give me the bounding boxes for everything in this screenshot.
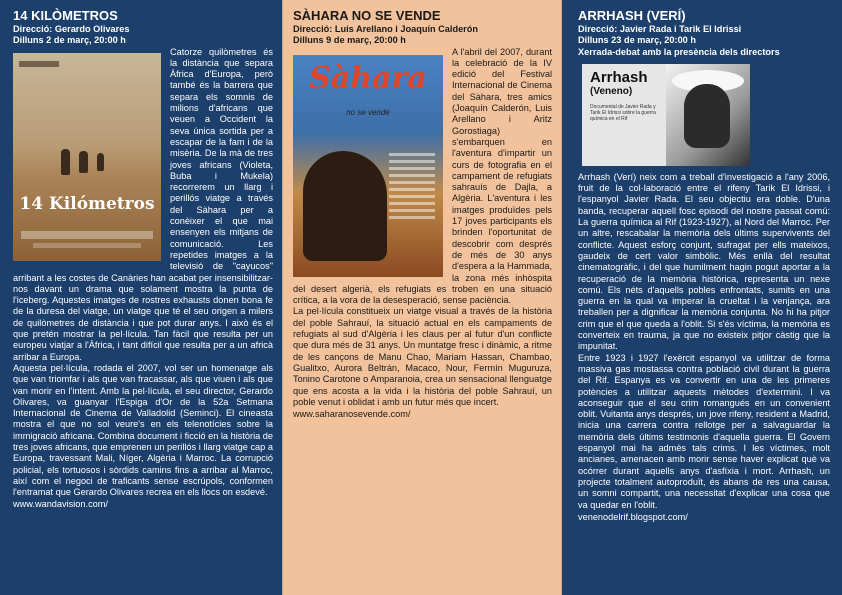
film-poster-arrhash bbox=[582, 64, 750, 166]
film-synopsis bbox=[578, 172, 830, 511]
film-synopsis bbox=[293, 47, 552, 409]
poster-title: Sàhara bbox=[309, 60, 427, 96]
film-director: Direcció: Javier Rada i Tarik El Idrissi bbox=[578, 24, 742, 34]
film-date: Dilluns 2 de març, 20:00 h bbox=[13, 35, 126, 46]
synopsis-paragraph-2: Aquesta pel·lícula, rodada el 2007, vol ser un homenatge als que van triomfar i als que van fracassar, als que viuen i als que van morir en l'intent. Amb la pel·lícula, el seu director, Gerardo Olivares, va guanyar l'Espiga d'Or de la 52a Setmana Internacional de Cinema de Valladolid (Seminci). El cineasta mostra el que no sol veure's en els telenotícies sobre la immigració africana. Combina document i ficció en la història de tres joves africans, que emprenen un perillós i llarg viatge cap a Europa, travessant Mali, Níger, Algèria i Marroc. La corrupció policial, els tortuosos i sòrdids camins fins a arribar al Marroc, així com el negoci de traficants sense escrúpols, conformen l'entramat que Gerardo Olivares recrea en els llocs on esdevé. bbox=[13, 362, 273, 498]
synopsis-paragraph-1: Arrhash (Verí) neix com a treball d'investigació a l'any 2006, fruit de la col·laboració entre el rifeny Tarik El Idrissi, i l'espanyol Javier Rada. El seu objectiu era doble. D'una banda, recuperar aquell fosc episodi del nostre passat comú: La guerra química al Rif (1923-1927), al Nord del Marroc. Per un altre, rescabalar la memòria dels últims supervivents del conflicte. Aquest esforç conjunt, sufragat per ells mateixos, gaudeix de cert valor simbòlic. Més enllà del resultat cinematogràfic, i del que humilment hagin pogut aportar a la recuperació de la memòria històrica, representa un nexe comú. Els néts d'aquells pobles enfrontats, sumits en una guerra en la qual va imperar la crueltat i la venjança, ara treballen per a dignificar la memòria conjunta. No hi ha pitjor crim que el que queda a l'oblit. Si s'és víctima, la memòria es converteix en trauma, ja que no existeix pitjor càstig que la impunitat. bbox=[578, 171, 830, 352]
film-poster-14-kilometros bbox=[13, 53, 161, 261]
poster-note: Documental de Javier Rada y Tarik El Idrissi sobre la guerra química en el Rif bbox=[590, 103, 656, 122]
film-column-sahara-no-se-vende bbox=[282, 0, 562, 595]
film-director: Direcció: Gerardo Olivares bbox=[13, 24, 130, 34]
poster-title: 14 Kilómetros bbox=[19, 193, 155, 214]
film-column-arrhash bbox=[562, 0, 842, 595]
film-director: Direcció: Luis Arellano i Joaquín Calderón bbox=[293, 24, 478, 34]
film-website-link[interactable]: www.wandavision.com/ bbox=[13, 499, 108, 510]
film-website-link[interactable]: www.saharanosevende.com/ bbox=[293, 409, 411, 420]
poster-subtitle: (Veneno) bbox=[590, 85, 633, 97]
film-date: Dilluns 23 de març, 20:00 h bbox=[578, 35, 696, 46]
poster-title: Arrhash bbox=[590, 68, 648, 86]
synopsis-paragraph-2: La pel·lícula constitueix un viatge visual a través de la història del poble Sahrauí, la situació actual en els campaments de refugiats al sud d'Algèria i les claus per al futur d'un conflicte que dura més de 31 anys. Un muntatge fresc i dinàmic, a ritme de les cançons de Manu Chao, Mariam Hassan, Chambao, Gualitxo, Aurora Beltrán, Macaco, Nour, Fermín Muguruza, Tonino Carotone o Amparanoia, crea un sensacional llenguatge que ens acosta a la vida i la història del poble Sahrauí, un poble venut i oblidat i amb un futur més que incert. bbox=[293, 306, 552, 407]
poster-subtitle: no se vende bbox=[346, 107, 390, 117]
film-date: Dilluns 9 de març, 20:00 h bbox=[293, 35, 406, 46]
synopsis-paragraph-2: Entre 1923 i 1927 l'exèrcit espanyol va utilitzar de forma massiva gas mostassa contra població civil durant la guerra del Rif. Espanya es va convertir en una de les primeres potències a utilitzar aquests mètodes d'extermini. I va aconseguir que el seu crim romangués en un convenient oblit. Vuitanta anys després, un jove rifeny, resident a Madrid, inicia una carrera contra rellotge per a salvaguardar la memòria dels últims testimonis d'aquella guerra. El Govern espanyol mai ha admès tals crims. I les víctimes, molt ancianes, amenacen amb morir sense haver explicat què va ocórrer durant aquells anys d'asfíxia i mort. Arrhash, un projecte totalment autoproduït, és abans de res una causa, un somni compartit, una necessitat d'explicar una cosa que va quedar en l'oblit. bbox=[578, 352, 830, 510]
film-poster-sahara bbox=[293, 55, 443, 277]
film-title: 14 KILÒMETROS bbox=[13, 8, 118, 23]
film-title: ARRHASH (VERÍ) bbox=[578, 8, 686, 23]
film-event-note: Xerrada-debat amb la presència dels directors bbox=[578, 46, 780, 57]
film-column-14-kilometros bbox=[0, 0, 282, 595]
film-synopsis bbox=[13, 47, 273, 499]
film-title: SÀHARA NO SE VENDE bbox=[293, 8, 441, 23]
synopsis-paragraph-1: A l'abril del 2007, durant la celebració de la IV edició del Festival Internacional de Cinema del Sàhara, tres amics (Joaquín Calderón, Luis Arellano i Aritz Gorostiaga) s'embarquen en l'aventura d'impartir un curs de fotografia en el campament de refugiats sahrauís de Dajla, a Algèria. L'aventura i les imatges produïdes pels 17 joves participants els brinden l'oportunitat de descobrir com després de més de 30 anys d'espera a la Hammada, la zona més inhòspita del desert algerià, els refugiats es troben en una situació crítica, a la vora de la desesperació, sense paciència. bbox=[293, 46, 552, 306]
synopsis-paragraph-1: Catorze quilòmetres és la distància que separa Àfrica d'Europa, però també és la barrera que separa els somnis de milions d'africans que veuen a Occident la seva única sortida per a escapar de la fam i de la misèria. De la mà de tres joves africans (Violeta, Buba i Mukela) recorrerem un llarg i perillós viatge a través del Sàhara per a conèixer el que mai ensenyen els mitjans de comunicació. Les repetides imatges a la televisió de "cayucos" arribant a les costes de Canàries han acabat per insensibilitzar-nos davant un drama que solament mostra la punta de l'iceberg. Aquestes imatges de rostres exhausts donen bona fe de la duresa del viatge, un viatge que té el seu origen a milers de quilòmetres de distància i que pot durar anys. I això és el que pretén mostrar la pel·lícula. Tan fàcil que resulta per un europeu viatjar a l'Àfrica, i tant difícil que resulta per a un africà arribar a Europa. bbox=[13, 46, 273, 362]
film-website-link[interactable]: venenodelrif.blogspot.com/ bbox=[578, 511, 688, 522]
